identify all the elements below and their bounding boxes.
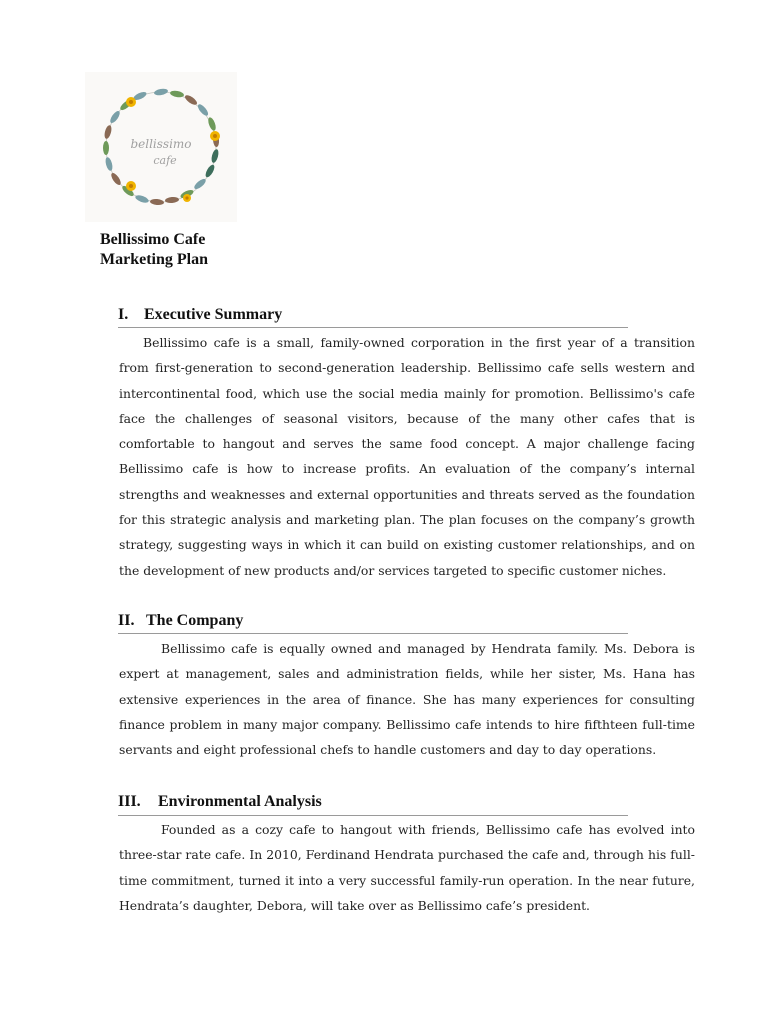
- section-title: Executive Summary: [144, 306, 283, 323]
- section-heading-the-company: [118, 611, 243, 631]
- document-title-line1: Bellissimo Cafe: [100, 231, 206, 248]
- document-title: [100, 230, 208, 270]
- section-divider: [118, 327, 628, 328]
- section-number: I.: [118, 306, 129, 323]
- logo-text-line1: bellissimo: [130, 137, 192, 151]
- section-title: The Company: [146, 612, 244, 629]
- environmental-analysis-paragraph: Founded as a cozy cafe to hangout with friends, Bellissimo cafe has evolved into three-star rate cafe. In 2010, Ferdinand Hendrata purchased the cafe and, through his full-time commitment, turned it into a very successful family-run operation. In the near future, Hendrata’s daughter, Debora, will take over as Bellissimo cafe’s president.: [119, 822, 695, 913]
- document-title-line2: Marketing Plan: [100, 251, 208, 268]
- bellissimo-wreath-logo: [85, 72, 237, 222]
- section-number: II.: [118, 612, 135, 629]
- the-company-paragraph: Bellissimo cafe is equally owned and managed by Hendrata family. Ms. Debora is expert at management, sales and administration fields, while her sister, Ms. Hana has extensive experiences in the area of finance. She has many experiences for consulting finance problem in many major company. Bellissimo cafe intends to hire fifthteen full-time servants and eight professional chefs to handle customers and day to day operations.: [119, 641, 695, 758]
- section-heading-executive-summary: [118, 305, 282, 325]
- section-number: III.: [118, 793, 141, 810]
- logo-text-line2: cafe: [153, 154, 177, 167]
- section-title: Environmental Analysis: [158, 793, 322, 810]
- executive-summary-paragraph: Bellissimo cafe is a small, family-owned corporation in the first year of a transition from first-generation to second-generation leadership. Bellissimo cafe sells western and intercontinental food, which use the social media mainly for promotion. Bellissimo's cafe face the challenges of seasonal visitors, because of the many other cafes that is comfortable to hangout and serves the same food concept. A major challenge facing Bellissimo cafe is how to increase profits. An evaluation of the company’s internal strengths and weaknesses and external opportunities and threats served as the foundation for this strategic analysis and marketing plan. The plan focuses on the company’s growth strategy, suggesting ways in which it can build on existing customer relationships, and on the development of new products and/or services targeted to specific customer niches.: [119, 335, 695, 578]
- section-heading-environmental-analysis: [118, 792, 322, 812]
- section-divider: [118, 815, 628, 816]
- section-divider: [118, 633, 628, 634]
